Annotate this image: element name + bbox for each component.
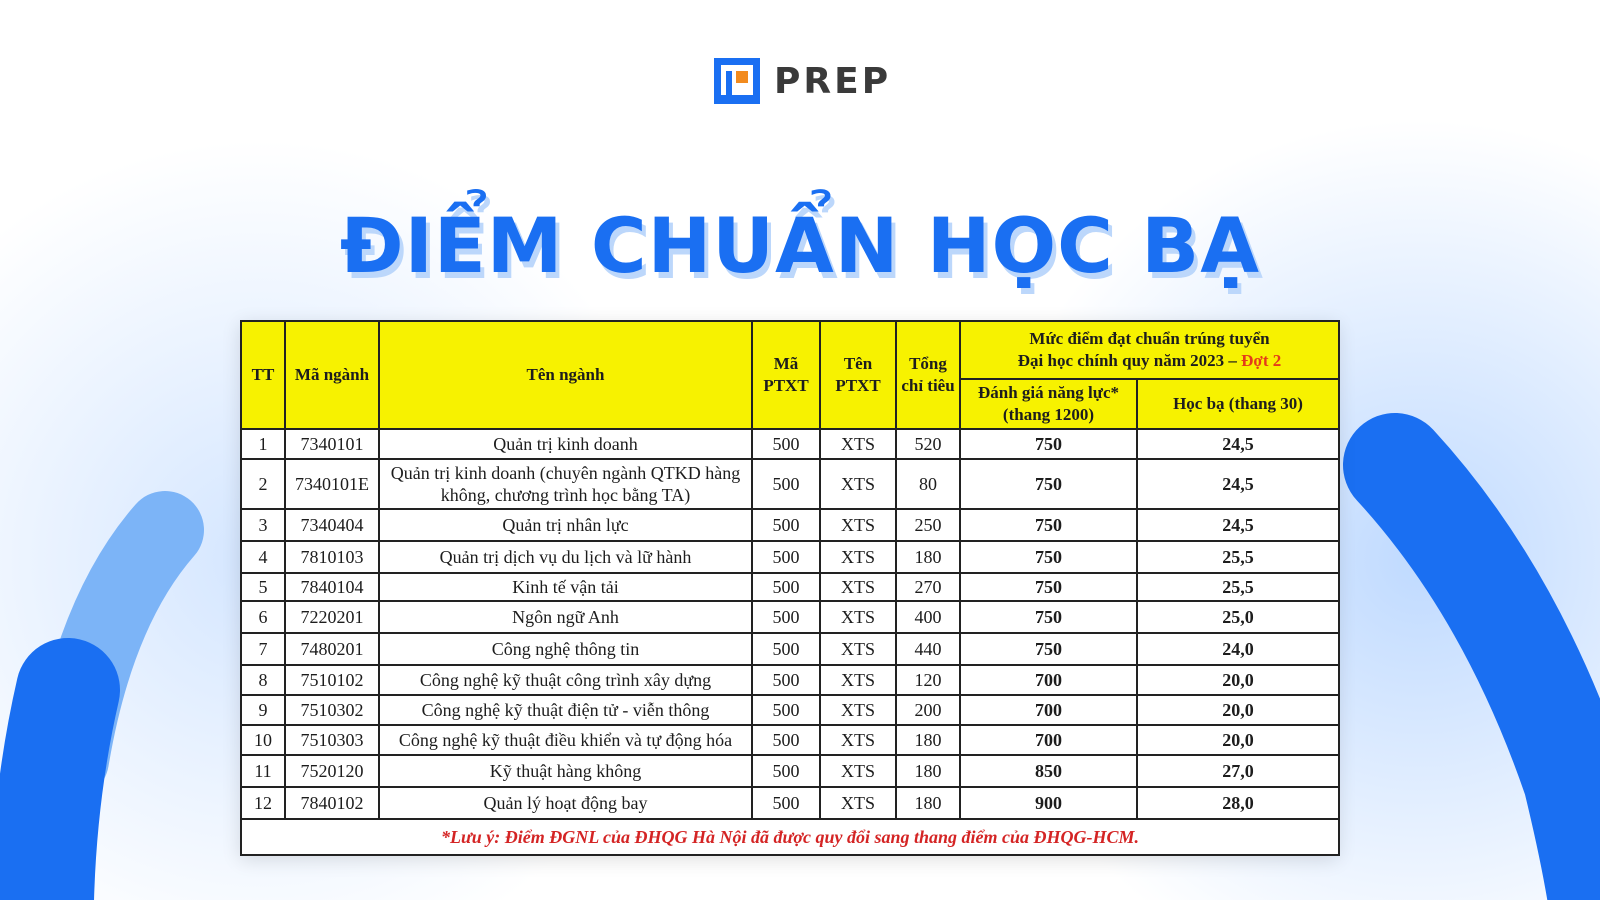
table-row — [241, 429, 1339, 459]
cell-ten-nganh: Quản trị kinh doanh (chuyên ngành QTKD hàng không, chương trình học bằng TA) — [379, 459, 752, 509]
cell-ten-nganh: Quản lý hoạt động bay — [379, 787, 752, 819]
page-title: ĐIỂM CHUẨN HỌC BẠ — [339, 200, 1261, 290]
cell-ma-ptxt: 500 — [752, 509, 820, 541]
cell-ma-ptxt: 500 — [752, 695, 820, 725]
cell-dgnl: 700 — [960, 725, 1137, 755]
cell-hoc-ba: 25,5 — [1137, 541, 1339, 573]
cell-ma-ptxt: 500 — [752, 459, 820, 509]
cell-ten-ptxt: XTS — [820, 633, 896, 665]
cell-ten-ptxt: XTS — [820, 755, 896, 787]
table-row — [241, 541, 1339, 573]
cell-tt: 12 — [241, 787, 285, 819]
brand-name: PREP — [774, 60, 892, 102]
cell-dgnl: 700 — [960, 695, 1137, 725]
cell-ma-nganh: 7840102 — [285, 787, 379, 819]
header-group-line2: Đại học chính quy năm 2023 – — [1017, 351, 1237, 370]
table-row — [241, 509, 1339, 541]
cell-tt: 11 — [241, 755, 285, 787]
cell-tt: 2 — [241, 459, 285, 509]
cell-chi-tieu: 180 — [896, 541, 960, 573]
cell-ma-ptxt: 500 — [752, 541, 820, 573]
header-group-score — [960, 321, 1339, 379]
cell-tt: 5 — [241, 573, 285, 601]
cell-ten-ptxt: XTS — [820, 725, 896, 755]
cell-hoc-ba: 24,0 — [1137, 633, 1339, 665]
header-ten-ptxt: Tên PTXT — [820, 321, 896, 429]
header-group-round: Đợt 2 — [1241, 351, 1282, 370]
table-row — [241, 601, 1339, 633]
cell-ma-nganh: 7480201 — [285, 633, 379, 665]
cell-ten-ptxt: XTS — [820, 541, 896, 573]
header-row — [241, 321, 1339, 379]
header-tong-chi-tieu: Tổng chỉ tiêu — [896, 321, 960, 429]
table-row — [241, 665, 1339, 695]
cell-hoc-ba: 25,5 — [1137, 573, 1339, 601]
cell-hoc-ba: 24,5 — [1137, 509, 1339, 541]
header-ma-ptxt: Mã PTXT — [752, 321, 820, 429]
cell-ten-nganh: Quản trị kinh doanh — [379, 429, 752, 459]
cell-ma-ptxt: 500 — [752, 573, 820, 601]
table-row — [241, 633, 1339, 665]
cell-dgnl: 750 — [960, 541, 1137, 573]
table-row — [241, 755, 1339, 787]
cell-ten-nganh: Kinh tế vận tải — [379, 573, 752, 601]
cell-ma-ptxt: 500 — [752, 725, 820, 755]
cell-ten-ptxt: XTS — [820, 787, 896, 819]
cell-hoc-ba: 27,0 — [1137, 755, 1339, 787]
cell-tt: 4 — [241, 541, 285, 573]
cell-chi-tieu: 80 — [896, 459, 960, 509]
cell-tt: 3 — [241, 509, 285, 541]
cell-ten-ptxt: XTS — [820, 695, 896, 725]
cell-hoc-ba: 20,0 — [1137, 725, 1339, 755]
cell-tt: 1 — [241, 429, 285, 459]
header-group-line1: Mức điểm đạt chuẩn trúng tuyển — [1029, 329, 1270, 348]
note-row — [241, 819, 1339, 855]
cell-dgnl: 750 — [960, 601, 1137, 633]
cell-hoc-ba: 20,0 — [1137, 665, 1339, 695]
cell-tt: 9 — [241, 695, 285, 725]
cell-ma-nganh: 7840104 — [285, 573, 379, 601]
cell-ma-nganh: 7510302 — [285, 695, 379, 725]
cell-hoc-ba: 25,0 — [1137, 601, 1339, 633]
cell-ten-nganh: Quản trị nhân lực — [379, 509, 752, 541]
cell-tt: 10 — [241, 725, 285, 755]
cell-ma-nganh: 7340101E — [285, 459, 379, 509]
cell-ma-ptxt: 500 — [752, 787, 820, 819]
cell-tt: 6 — [241, 601, 285, 633]
cell-ma-nganh: 7220201 — [285, 601, 379, 633]
table-row — [241, 573, 1339, 601]
header-ma-nganh: Mã ngành — [285, 321, 379, 429]
score-table-container — [240, 320, 1338, 856]
table-row — [241, 459, 1339, 509]
table-row — [241, 725, 1339, 755]
cell-ten-ptxt: XTS — [820, 509, 896, 541]
cell-dgnl: 750 — [960, 633, 1137, 665]
cell-chi-tieu: 400 — [896, 601, 960, 633]
cell-tt: 8 — [241, 665, 285, 695]
cell-hoc-ba: 24,5 — [1137, 429, 1339, 459]
left-dark-arc — [42, 690, 68, 900]
header-hoc-ba: Học bạ (thang 30) — [1137, 379, 1339, 429]
cell-ma-ptxt: 500 — [752, 633, 820, 665]
cell-ten-ptxt: XTS — [820, 665, 896, 695]
admission-score-table — [240, 320, 1340, 856]
cell-chi-tieu: 200 — [896, 695, 960, 725]
cell-ma-nganh: 7510303 — [285, 725, 379, 755]
cell-chi-tieu: 520 — [896, 429, 960, 459]
table-row — [241, 695, 1339, 725]
prep-logo-icon — [712, 56, 762, 106]
header-tt: TT — [241, 321, 285, 429]
cell-ten-nganh: Công nghệ kỹ thuật công trình xây dựng — [379, 665, 752, 695]
cell-dgnl: 700 — [960, 665, 1137, 695]
cell-chi-tieu: 180 — [896, 725, 960, 755]
cell-dgnl: 850 — [960, 755, 1137, 787]
cell-hoc-ba: 20,0 — [1137, 695, 1339, 725]
cell-ten-nganh: Quản trị dịch vụ du lịch và lữ hành — [379, 541, 752, 573]
cell-ten-ptxt: XTS — [820, 459, 896, 509]
cell-ma-nganh: 7340101 — [285, 429, 379, 459]
cell-dgnl: 750 — [960, 429, 1137, 459]
cell-ma-ptxt: 500 — [752, 755, 820, 787]
cell-dgnl: 900 — [960, 787, 1137, 819]
cell-ten-nganh: Kỹ thuật hàng không — [379, 755, 752, 787]
table-row — [241, 787, 1339, 819]
cell-ma-ptxt: 500 — [752, 429, 820, 459]
cell-chi-tieu: 270 — [896, 573, 960, 601]
cell-ten-nganh: Công nghệ kỹ thuật điện tử - viễn thông — [379, 695, 752, 725]
cell-ma-ptxt: 500 — [752, 665, 820, 695]
cell-ma-ptxt: 500 — [752, 601, 820, 633]
cell-chi-tieu: 440 — [896, 633, 960, 665]
brand-logo — [712, 56, 891, 106]
cell-ma-nganh: 7340404 — [285, 509, 379, 541]
cell-chi-tieu: 120 — [896, 665, 960, 695]
cell-tt: 7 — [241, 633, 285, 665]
cell-ma-nganh: 7810103 — [285, 541, 379, 573]
cell-hoc-ba: 24,5 — [1137, 459, 1339, 509]
cell-ten-ptxt: XTS — [820, 573, 896, 601]
cell-ten-ptxt: XTS — [820, 601, 896, 633]
cell-dgnl: 750 — [960, 509, 1137, 541]
cell-ma-nganh: 7510102 — [285, 665, 379, 695]
cell-chi-tieu: 250 — [896, 509, 960, 541]
cell-ten-ptxt: XTS — [820, 429, 896, 459]
cell-dgnl: 750 — [960, 459, 1137, 509]
cell-ten-nganh: Ngôn ngữ Anh — [379, 601, 752, 633]
cell-hoc-ba: 28,0 — [1137, 787, 1339, 819]
cell-ten-nganh: Công nghệ thông tin — [379, 633, 752, 665]
header-dgnl: Đánh giá năng lực* (thang 1200) — [960, 379, 1137, 429]
cell-chi-tieu: 180 — [896, 755, 960, 787]
header-ten-nganh: Tên ngành — [379, 321, 752, 429]
table-note: *Lưu ý: Điểm ĐGNL của ĐHQG Hà Nội đã được quy đổi sang thang điểm của ĐHQG-HCM. — [241, 819, 1339, 855]
cell-chi-tieu: 180 — [896, 787, 960, 819]
cell-ma-nganh: 7520120 — [285, 755, 379, 787]
cell-dgnl: 750 — [960, 573, 1137, 601]
cell-ten-nganh: Công nghệ kỹ thuật điều khiển và tự động hóa — [379, 725, 752, 755]
